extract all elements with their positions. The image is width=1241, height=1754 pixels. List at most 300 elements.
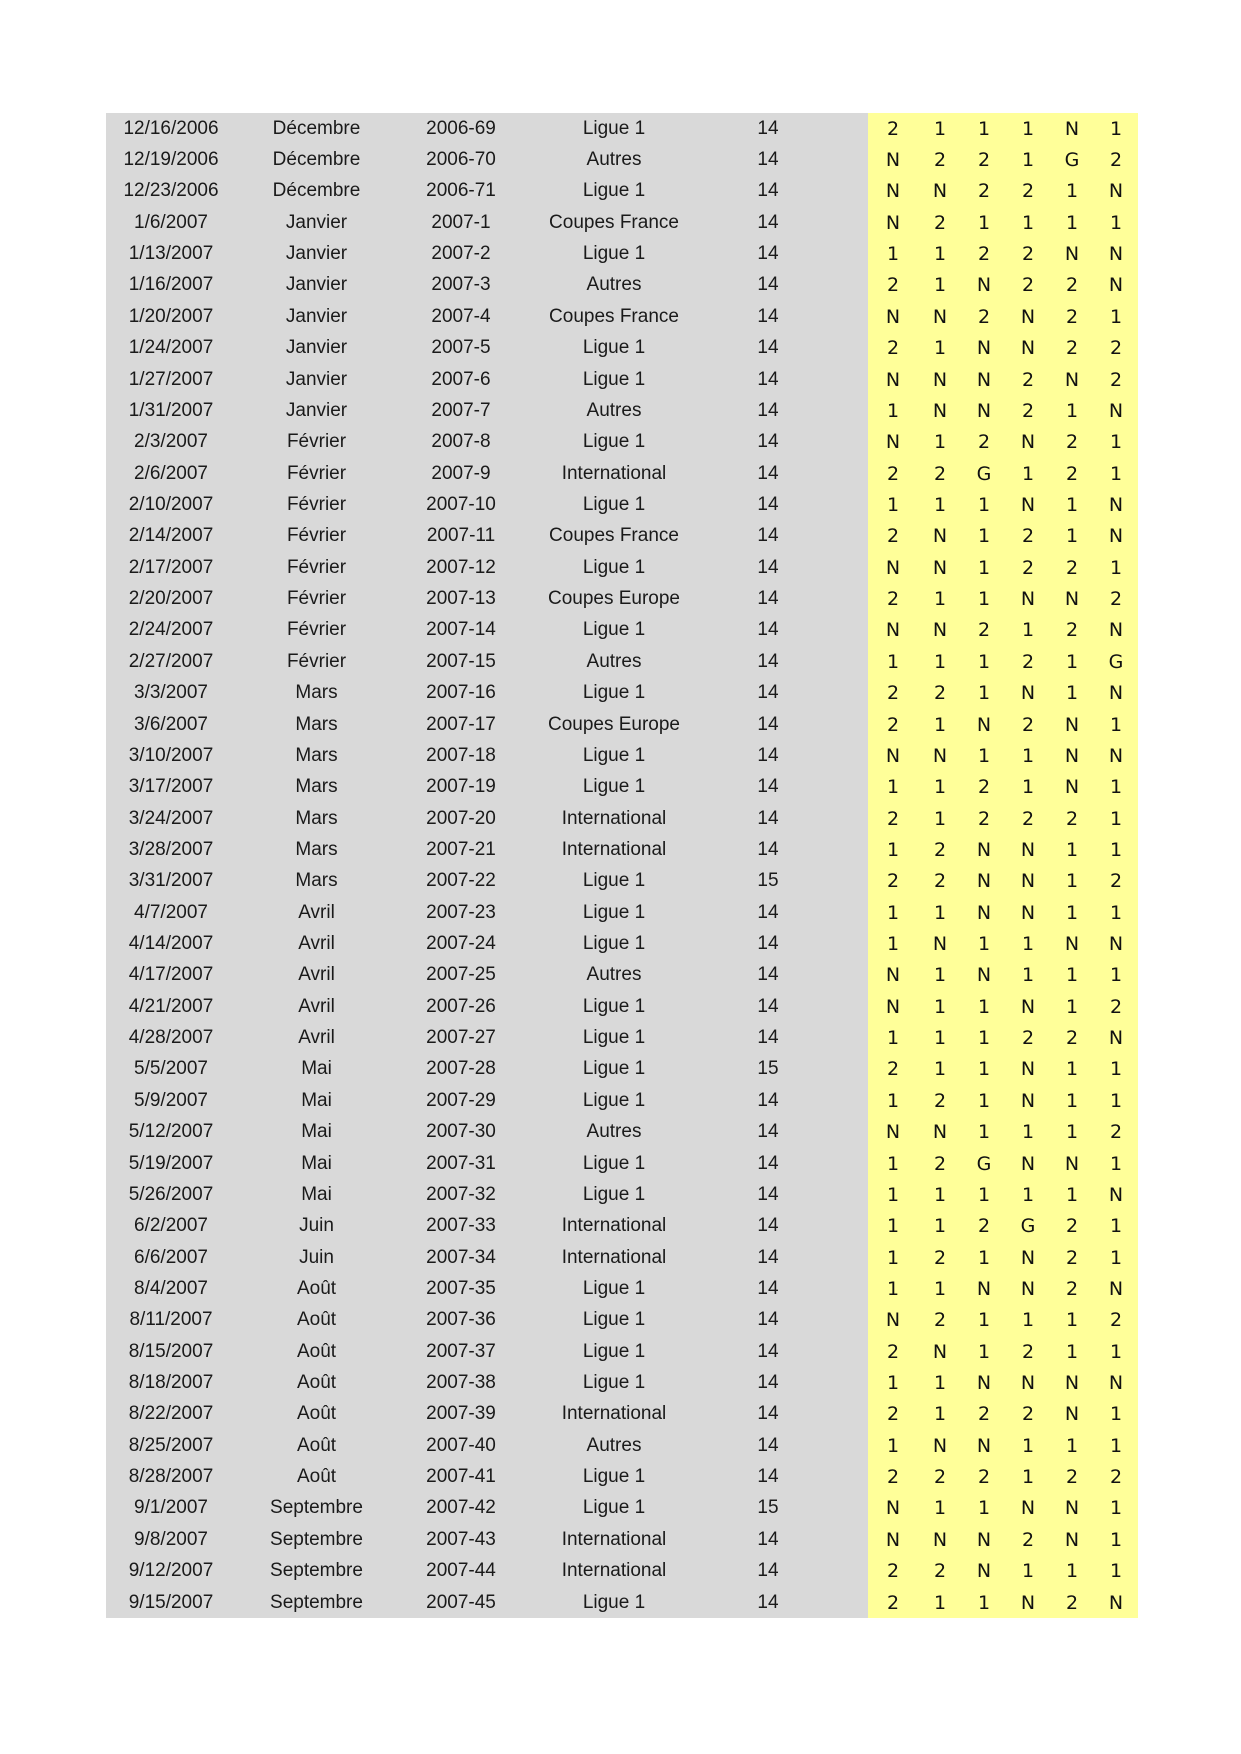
- competition-cell: Coupes Europe: [525, 709, 703, 740]
- table-row: [106, 521, 1138, 552]
- match-code-cell: 2007-1: [397, 207, 525, 238]
- table-row: [106, 1117, 1138, 1148]
- result-cell: 2: [1006, 176, 1050, 207]
- date-cell: 3/28/2007: [106, 834, 236, 865]
- result-cell: N: [868, 176, 918, 207]
- result-cell: 1: [962, 991, 1006, 1022]
- result-cell: N: [1094, 740, 1138, 771]
- date-cell: 3/17/2007: [106, 772, 236, 803]
- result-cell: N: [918, 552, 962, 583]
- result-cell: 2: [1006, 803, 1050, 834]
- spacer-cell: [833, 615, 868, 646]
- spacer-cell: [833, 1179, 868, 1210]
- spacer-cell: [833, 1399, 868, 1430]
- month-cell: Février: [236, 521, 397, 552]
- month-cell: Août: [236, 1461, 397, 1492]
- result-cell: N: [868, 960, 918, 991]
- result-cell: 1: [1006, 1117, 1050, 1148]
- result-cell: N: [1006, 301, 1050, 332]
- result-cell: N: [918, 521, 962, 552]
- spacer-cell: [833, 928, 868, 959]
- match-code-cell: 2007-30: [397, 1117, 525, 1148]
- competition-cell: Autres: [525, 960, 703, 991]
- table-row: [106, 772, 1138, 803]
- competition-cell: Ligue 1: [525, 991, 703, 1022]
- result-cell: 1: [1050, 1556, 1094, 1587]
- competition-cell: Autres: [525, 1430, 703, 1461]
- result-cell: 1: [1094, 458, 1138, 489]
- result-cell: N: [1094, 270, 1138, 301]
- match-code-cell: 2007-7: [397, 395, 525, 426]
- result-cell: 2: [1050, 1211, 1094, 1242]
- result-cell: 2: [962, 238, 1006, 269]
- result-cell: 1: [1094, 1336, 1138, 1367]
- match-code-cell: 2007-10: [397, 489, 525, 520]
- competition-cell: Ligue 1: [525, 1054, 703, 1085]
- table-row: [106, 866, 1138, 897]
- spacer-cell: [833, 646, 868, 677]
- date-cell: 4/17/2007: [106, 960, 236, 991]
- result-cell: N: [1006, 1493, 1050, 1524]
- result-cell: N: [868, 144, 918, 175]
- count-cell: 14: [703, 928, 833, 959]
- date-cell: 1/27/2007: [106, 364, 236, 395]
- date-cell: 2/3/2007: [106, 427, 236, 458]
- competition-cell: Autres: [525, 270, 703, 301]
- table-row: [106, 1399, 1138, 1430]
- match-code-cell: 2007-31: [397, 1148, 525, 1179]
- result-cell: 1: [868, 489, 918, 520]
- result-cell: 1: [1094, 207, 1138, 238]
- table-row: [106, 427, 1138, 458]
- date-cell: 2/24/2007: [106, 615, 236, 646]
- result-cell: 2: [1006, 709, 1050, 740]
- month-cell: Mai: [236, 1085, 397, 1116]
- result-cell: 1: [962, 1493, 1006, 1524]
- month-cell: Février: [236, 583, 397, 614]
- result-cell: 2: [1094, 333, 1138, 364]
- competition-cell: Ligue 1: [525, 1493, 703, 1524]
- competition-cell: Ligue 1: [525, 1273, 703, 1304]
- match-code-cell: 2007-40: [397, 1430, 525, 1461]
- count-cell: 14: [703, 583, 833, 614]
- date-cell: 12/19/2006: [106, 144, 236, 175]
- competition-cell: Ligue 1: [525, 113, 703, 144]
- match-code-cell: 2006-71: [397, 176, 525, 207]
- month-cell: Mai: [236, 1179, 397, 1210]
- count-cell: 14: [703, 960, 833, 991]
- table-row: [106, 740, 1138, 771]
- result-cell: N: [962, 364, 1006, 395]
- count-cell: 14: [703, 897, 833, 928]
- result-cell: N: [868, 301, 918, 332]
- spacer-cell: [833, 991, 868, 1022]
- date-cell: 2/14/2007: [106, 521, 236, 552]
- result-cell: N: [1006, 991, 1050, 1022]
- count-cell: 15: [703, 866, 833, 897]
- count-cell: 14: [703, 740, 833, 771]
- month-cell: Mars: [236, 740, 397, 771]
- match-code-cell: 2007-43: [397, 1524, 525, 1555]
- result-cell: 2: [1006, 1336, 1050, 1367]
- spacer-cell: [833, 427, 868, 458]
- result-cell: 2: [1050, 803, 1094, 834]
- result-cell: 1: [1094, 772, 1138, 803]
- spacer-cell: [833, 1556, 868, 1587]
- result-cell: 2: [868, 677, 918, 708]
- result-cell: 1: [868, 1179, 918, 1210]
- count-cell: 14: [703, 1211, 833, 1242]
- result-cell: N: [868, 552, 918, 583]
- result-cell: 2: [1094, 364, 1138, 395]
- count-cell: 14: [703, 772, 833, 803]
- competition-cell: International: [525, 1242, 703, 1273]
- competition-cell: International: [525, 1399, 703, 1430]
- spacer-cell: [833, 395, 868, 426]
- table-row: [106, 991, 1138, 1022]
- result-cell: 1: [1094, 1085, 1138, 1116]
- date-cell: 8/4/2007: [106, 1273, 236, 1304]
- result-cell: 2: [962, 803, 1006, 834]
- result-cell: 2: [1050, 615, 1094, 646]
- result-cell: N: [1006, 1587, 1050, 1618]
- result-cell: 1: [868, 1085, 918, 1116]
- count-cell: 14: [703, 646, 833, 677]
- result-cell: 1: [918, 333, 962, 364]
- result-cell: 1: [1050, 677, 1094, 708]
- result-cell: N: [918, 740, 962, 771]
- date-cell: 2/27/2007: [106, 646, 236, 677]
- competition-cell: Autres: [525, 395, 703, 426]
- result-cell: N: [1094, 928, 1138, 959]
- result-cell: 1: [1006, 1430, 1050, 1461]
- spacer-cell: [833, 333, 868, 364]
- date-cell: 12/23/2006: [106, 176, 236, 207]
- result-cell: N: [1006, 333, 1050, 364]
- month-cell: Mars: [236, 803, 397, 834]
- competition-cell: Ligue 1: [525, 740, 703, 771]
- result-cell: 1: [1050, 1117, 1094, 1148]
- match-code-cell: 2007-23: [397, 897, 525, 928]
- competition-cell: Ligue 1: [525, 1587, 703, 1618]
- result-cell: N: [1006, 1054, 1050, 1085]
- month-cell: Avril: [236, 960, 397, 991]
- competition-cell: Ligue 1: [525, 552, 703, 583]
- result-cell: 2: [868, 1054, 918, 1085]
- result-cell: 2: [1006, 552, 1050, 583]
- result-cell: 2: [962, 1211, 1006, 1242]
- date-cell: 8/15/2007: [106, 1336, 236, 1367]
- competition-cell: International: [525, 803, 703, 834]
- result-cell: N: [1050, 1148, 1094, 1179]
- spacer-cell: [833, 1461, 868, 1492]
- spacer-cell: [833, 458, 868, 489]
- result-cell: 2: [868, 1336, 918, 1367]
- result-cell: N: [918, 1336, 962, 1367]
- month-cell: Septembre: [236, 1493, 397, 1524]
- result-cell: 2: [918, 677, 962, 708]
- result-cell: 2: [1094, 1117, 1138, 1148]
- result-cell: 2: [868, 1556, 918, 1587]
- result-cell: N: [868, 740, 918, 771]
- match-code-cell: 2006-69: [397, 113, 525, 144]
- result-cell: G: [962, 458, 1006, 489]
- month-cell: Février: [236, 646, 397, 677]
- result-cell: 1: [962, 1242, 1006, 1273]
- count-cell: 14: [703, 1148, 833, 1179]
- date-cell: 8/11/2007: [106, 1305, 236, 1336]
- result-cell: 1: [868, 238, 918, 269]
- match-code-cell: 2007-18: [397, 740, 525, 771]
- table-row: [106, 1556, 1138, 1587]
- date-cell: 3/3/2007: [106, 677, 236, 708]
- date-cell: 9/15/2007: [106, 1587, 236, 1618]
- count-cell: 14: [703, 144, 833, 175]
- table-row: [106, 1022, 1138, 1053]
- month-cell: Janvier: [236, 395, 397, 426]
- result-cell: N: [918, 301, 962, 332]
- result-cell: 1: [1006, 615, 1050, 646]
- result-cell: 1: [1050, 646, 1094, 677]
- result-cell: 1: [918, 1211, 962, 1242]
- month-cell: Août: [236, 1399, 397, 1430]
- result-cell: 2: [1050, 1273, 1094, 1304]
- result-cell: 2: [918, 1305, 962, 1336]
- result-cell: 1: [962, 1054, 1006, 1085]
- result-cell: 1: [1050, 834, 1094, 865]
- result-cell: 1: [918, 991, 962, 1022]
- table-row: [106, 1493, 1138, 1524]
- result-cell: 2: [962, 1461, 1006, 1492]
- result-cell: 1: [918, 1179, 962, 1210]
- result-cell: 2: [1050, 458, 1094, 489]
- table-row: [106, 1242, 1138, 1273]
- result-cell: 2: [1006, 521, 1050, 552]
- competition-cell: Coupes France: [525, 521, 703, 552]
- result-cell: 1: [868, 834, 918, 865]
- result-cell: 1: [868, 1242, 918, 1273]
- result-cell: N: [1006, 1148, 1050, 1179]
- date-cell: 9/12/2007: [106, 1556, 236, 1587]
- result-cell: G: [1050, 144, 1094, 175]
- month-cell: Août: [236, 1273, 397, 1304]
- month-cell: Juin: [236, 1242, 397, 1273]
- result-cell: N: [1094, 1022, 1138, 1053]
- result-cell: N: [1094, 1179, 1138, 1210]
- result-cell: N: [1094, 176, 1138, 207]
- match-code-cell: 2007-36: [397, 1305, 525, 1336]
- result-cell: 1: [1050, 489, 1094, 520]
- date-cell: 1/6/2007: [106, 207, 236, 238]
- result-cell: 2: [868, 1587, 918, 1618]
- spacer-cell: [833, 709, 868, 740]
- competition-cell: Ligue 1: [525, 364, 703, 395]
- date-cell: 5/19/2007: [106, 1148, 236, 1179]
- result-cell: 1: [1094, 1493, 1138, 1524]
- date-cell: 4/7/2007: [106, 897, 236, 928]
- result-cell: 1: [1094, 803, 1138, 834]
- result-cell: N: [918, 928, 962, 959]
- result-cell: N: [1050, 709, 1094, 740]
- month-cell: Janvier: [236, 301, 397, 332]
- date-cell: 2/17/2007: [106, 552, 236, 583]
- table-row: [106, 1054, 1138, 1085]
- date-cell: 3/6/2007: [106, 709, 236, 740]
- result-cell: N: [1006, 489, 1050, 520]
- result-cell: 1: [868, 1211, 918, 1242]
- date-cell: 9/8/2007: [106, 1524, 236, 1555]
- match-code-cell: 2007-29: [397, 1085, 525, 1116]
- count-cell: 14: [703, 1430, 833, 1461]
- result-cell: N: [918, 615, 962, 646]
- match-code-cell: 2007-6: [397, 364, 525, 395]
- count-cell: 14: [703, 1179, 833, 1210]
- match-code-cell: 2007-24: [397, 928, 525, 959]
- result-cell: N: [1006, 1242, 1050, 1273]
- competition-cell: Ligue 1: [525, 866, 703, 897]
- spacer-cell: [833, 740, 868, 771]
- result-cell: N: [962, 960, 1006, 991]
- match-code-cell: 2007-27: [397, 1022, 525, 1053]
- month-cell: Février: [236, 458, 397, 489]
- result-cell: 2: [962, 772, 1006, 803]
- result-cell: 1: [1094, 897, 1138, 928]
- table-row: [106, 583, 1138, 614]
- match-code-cell: 2007-41: [397, 1461, 525, 1492]
- result-cell: 1: [1094, 1556, 1138, 1587]
- result-cell: N: [1094, 521, 1138, 552]
- result-cell: 1: [868, 1430, 918, 1461]
- result-cell: 1: [1050, 207, 1094, 238]
- date-cell: 3/10/2007: [106, 740, 236, 771]
- result-cell: 2: [1050, 270, 1094, 301]
- result-cell: 1: [1050, 521, 1094, 552]
- date-cell: 6/6/2007: [106, 1242, 236, 1273]
- competition-cell: Autres: [525, 1117, 703, 1148]
- result-cell: 1: [1094, 1430, 1138, 1461]
- result-cell: 1: [1050, 176, 1094, 207]
- spacer-cell: [833, 176, 868, 207]
- month-cell: Mars: [236, 866, 397, 897]
- month-cell: Août: [236, 1305, 397, 1336]
- result-cell: N: [1006, 1085, 1050, 1116]
- result-cell: 1: [1006, 1556, 1050, 1587]
- result-cell: N: [1006, 897, 1050, 928]
- spacer-cell: [833, 552, 868, 583]
- result-cell: N: [1006, 866, 1050, 897]
- result-cell: 1: [1050, 1430, 1094, 1461]
- result-cell: N: [1094, 677, 1138, 708]
- spacer-cell: [833, 521, 868, 552]
- count-cell: 14: [703, 489, 833, 520]
- spacer-cell: [833, 1587, 868, 1618]
- table-row: [106, 1273, 1138, 1304]
- result-cell: N: [962, 1556, 1006, 1587]
- result-cell: 1: [962, 1022, 1006, 1053]
- spacer-cell: [833, 1054, 868, 1085]
- result-cell: 1: [868, 1148, 918, 1179]
- table-row: [106, 238, 1138, 269]
- result-cell: 1: [918, 960, 962, 991]
- date-cell: 5/26/2007: [106, 1179, 236, 1210]
- result-cell: N: [1050, 364, 1094, 395]
- table-row: [106, 1305, 1138, 1336]
- result-cell: 1: [1094, 113, 1138, 144]
- spacer-cell: [833, 866, 868, 897]
- result-cell: N: [962, 897, 1006, 928]
- spacer-cell: [833, 1493, 868, 1524]
- result-cell: N: [918, 1117, 962, 1148]
- count-cell: 14: [703, 1367, 833, 1398]
- spacer-cell: [833, 301, 868, 332]
- result-cell: 2: [868, 1399, 918, 1430]
- result-cell: 2: [918, 458, 962, 489]
- result-cell: 1: [1094, 552, 1138, 583]
- competition-cell: Ligue 1: [525, 333, 703, 364]
- competition-cell: Autres: [525, 144, 703, 175]
- count-cell: 14: [703, 333, 833, 364]
- result-cell: N: [1050, 113, 1094, 144]
- result-cell: 1: [1050, 1179, 1094, 1210]
- result-cell: 1: [962, 1587, 1006, 1618]
- competition-cell: Ligue 1: [525, 1336, 703, 1367]
- spacer-cell: [833, 1148, 868, 1179]
- result-cell: 1: [918, 1493, 962, 1524]
- table-body: [106, 113, 1138, 1618]
- date-cell: 5/9/2007: [106, 1085, 236, 1116]
- competition-cell: Ligue 1: [525, 677, 703, 708]
- result-cell: 1: [1006, 458, 1050, 489]
- result-cell: 1: [1050, 897, 1094, 928]
- competition-cell: Ligue 1: [525, 489, 703, 520]
- result-cell: N: [868, 1305, 918, 1336]
- match-code-cell: 2007-32: [397, 1179, 525, 1210]
- month-cell: Mars: [236, 677, 397, 708]
- table-row: [106, 1587, 1138, 1618]
- result-cell: 1: [918, 583, 962, 614]
- count-cell: 14: [703, 709, 833, 740]
- spacer-cell: [833, 113, 868, 144]
- result-cell: 1: [962, 677, 1006, 708]
- match-code-cell: 2007-19: [397, 772, 525, 803]
- month-cell: Mai: [236, 1054, 397, 1085]
- match-code-cell: 2007-45: [397, 1587, 525, 1618]
- month-cell: Septembre: [236, 1524, 397, 1555]
- result-cell: 1: [918, 646, 962, 677]
- spacer-cell: [833, 960, 868, 991]
- result-cell: N: [868, 1524, 918, 1555]
- result-cell: 2: [868, 803, 918, 834]
- month-cell: Mai: [236, 1117, 397, 1148]
- result-cell: 1: [1050, 395, 1094, 426]
- match-code-cell: 2007-4: [397, 301, 525, 332]
- month-cell: Août: [236, 1430, 397, 1461]
- table-row: [106, 395, 1138, 426]
- result-cell: 1: [1006, 740, 1050, 771]
- count-cell: 14: [703, 427, 833, 458]
- result-cell: 1: [962, 1179, 1006, 1210]
- match-code-cell: 2007-8: [397, 427, 525, 458]
- result-cell: 1: [962, 1305, 1006, 1336]
- result-cell: 2: [962, 1399, 1006, 1430]
- result-cell: N: [962, 1367, 1006, 1398]
- result-cell: 1: [962, 1336, 1006, 1367]
- count-cell: 14: [703, 1022, 833, 1053]
- result-cell: 1: [1006, 1179, 1050, 1210]
- spacer-cell: [833, 677, 868, 708]
- spacer-cell: [833, 834, 868, 865]
- result-cell: 1: [962, 113, 1006, 144]
